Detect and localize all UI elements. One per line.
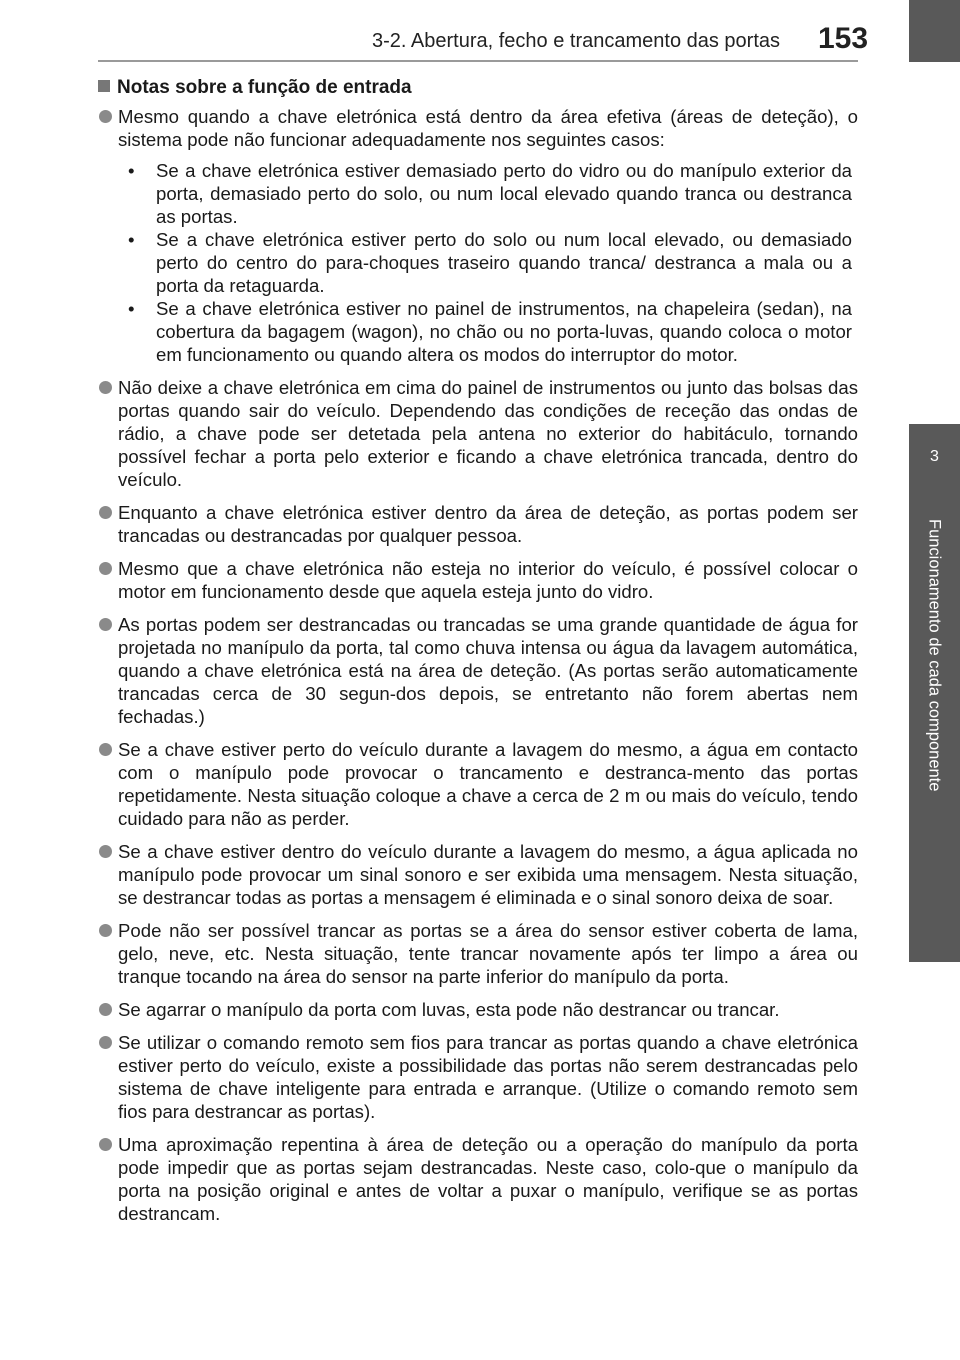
sub-list-item [118,228,858,297]
dot-bullet-icon: • [128,160,135,181]
circle-bullet-icon [99,924,112,937]
note-item [98,105,858,366]
circle-bullet-icon [99,381,112,394]
note-item [98,376,858,491]
note-item [98,1031,858,1123]
sub-list-text: Se a chave eletrónica estiver perto do solo ou num local elevado, ou demasiado perto do centro do para-choques traseiro quando tranca/ destranca a mala ou a porta da retaguarda. [156,229,852,296]
note-item [98,613,858,728]
chapter-number: 3 [930,448,939,465]
page-number: 153 [818,22,869,55]
dot-bullet-icon: • [128,229,135,250]
note-item [98,998,858,1021]
note-item [98,840,858,909]
note-text: Se utilizar o comando remoto sem fios para trancar as portas quando a chave eletrónica estiver perto do veículo, existe a possibilidade das portas não serem destrancadas pelo sistema de chave inteligente para entrada e arranque. (Utilize o comando remoto sem fios para destrancar as portas). [118,1032,858,1122]
note-text: As portas podem ser destrancadas ou trancadas se uma grande quantidade de água for projetada no manípulo da porta, tal como chuva intensa ou água da lavagem automática, quando a chave eletrónica está na área de deteção. (As portas serão automaticamente trancadas cerca de 30 segun-dos depois, se entretanto não forem abertas nem fechadas.) [118,614,858,727]
circle-bullet-icon [99,110,112,123]
note-item [98,501,858,547]
sub-list-item [118,159,858,228]
circle-bullet-icon [99,562,112,575]
note-text: Pode não ser possível trancar as portas se a área do sensor estiver coberta de lama, gelo, neve, etc. Nesta situação, tente trancar novamente após ter limpo a área ou tranque tocando na área do sensor na parte inferior do manípulo da porta. [118,920,858,987]
circle-bullet-icon [99,1036,112,1049]
note-text: Mesmo quando a chave eletrónica está dentro da área efetiva (áreas de deteção), o sistema pode não funcionar adequadamente nos seguintes casos: [118,106,858,150]
circle-bullet-icon [99,743,112,756]
side-tab-top-marker [909,0,960,62]
note-text: Se a chave estiver dentro do veículo durante a lavagem do mesmo, a água aplicada no manípulo pode provocar um sinal sonoro e ser exibida uma mensagem. Nesta situação, se destrancar todas as portas a mensagem é eliminada e o sinal sonoro deixa de soar. [118,841,858,908]
sub-list-item [118,297,858,366]
sub-list-text: Se a chave eletrónica estiver no painel de instrumentos, na chapeleira (sedan), na cobertura da bagagem (wagon), no chão ou no porta-luvas, quando coloca o motor em funcionamento ou quando altera os modos do interruptor do motor. [156,298,852,365]
note-item [98,557,858,603]
sub-list [118,159,858,366]
circle-bullet-icon [99,845,112,858]
page-content [98,76,858,1235]
chapter-side-tab [909,424,960,962]
circle-bullet-icon [99,506,112,519]
note-item [98,919,858,988]
chapter-title: Funcionamento de cada componente [925,519,944,792]
note-text: Se a chave estiver perto do veículo durante a lavagem do mesmo, a água em contacto com o manípulo pode provocar o trancamento e destranca-mento das portas repetidamente. Nesta situação coloque a chave a cerca de 2 m ou mais do veículo, tendo cuidado para não as perder. [118,739,858,829]
dot-bullet-icon: • [128,298,135,319]
circle-bullet-icon [99,618,112,631]
circle-bullet-icon [99,1003,112,1016]
note-text: Enquanto a chave eletrónica estiver dentro da área de deteção, as portas podem ser trancadas ou destrancadas por qualquer pessoa. [118,502,858,546]
note-item [98,738,858,830]
sub-list-text: Se a chave eletrónica estiver demasiado perto do vidro ou do manípulo exterior da porta, demasiado perto do solo, ou num local elevado quando tranca ou destranca as portas. [156,160,852,227]
running-header-title: 3-2. Abertura, fecho e trancamento das portas [372,30,781,52]
section-heading-text: Notas sobre a função de entrada [117,77,412,98]
header-divider [98,60,858,62]
note-text: Se agarrar o manípulo da porta com luvas, esta pode não destrancar ou trancar. [118,999,780,1020]
square-bullet-icon [98,80,110,92]
note-item [98,1133,858,1225]
note-text: Uma aproximação repentina à área de deteção ou a operação do manípulo da porta pode impedir que as portas sejam destrancadas. Neste caso, colo-que o manípulo da porta na posição original e antes de voltar a puxar o manípulo, verifique se as portas destrancam. [118,1134,858,1224]
circle-bullet-icon [99,1138,112,1151]
note-text: Mesmo que a chave eletrónica não esteja no interior do veículo, é possível colocar o motor em funcionamento desde que aquela esteja junto do vidro. [118,558,858,602]
note-text: Não deixe a chave eletrónica em cima do painel de instrumentos ou junto das bolsas das portas quando sair do veículo. Dependendo das condições de receção das ondas de rádio, a chave pode ser detetada pela antena no exterior do habitáculo, tornando possível fechar a porta pelo exterior e ficando a chave eletrónica trancada, dentro do veículo. [118,377,858,490]
section-heading [98,76,858,99]
